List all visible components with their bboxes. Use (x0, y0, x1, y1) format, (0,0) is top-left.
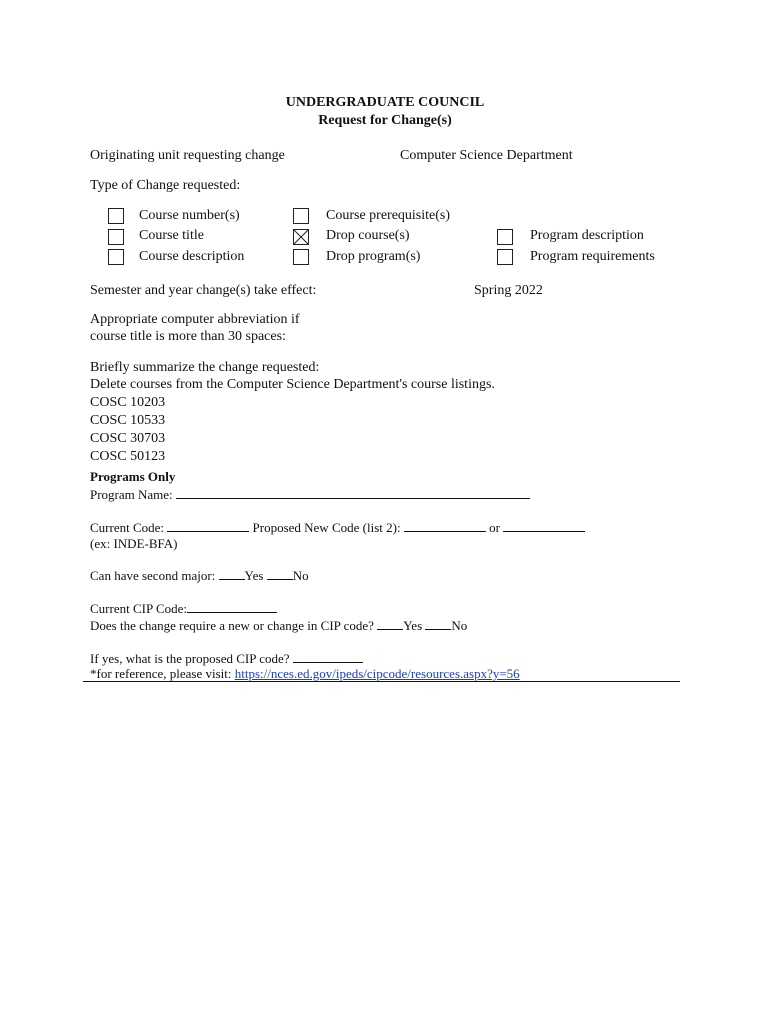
program-name-label: Program Name: (90, 487, 173, 502)
cip-change-label: Does the change require a new or change in CIP code? (90, 618, 374, 633)
form-title: UNDERGRADUATE COUNCIL (285, 95, 485, 110)
cip-label: Current CIP Code: (90, 601, 188, 616)
option-course-number: Course number(s) (139, 208, 240, 223)
option-course-title: Course title (139, 228, 204, 243)
change-type-label: Type of Change requested: (90, 178, 241, 193)
checked-x-icon (294, 230, 308, 244)
checkbox-drop-course[interactable] (293, 229, 309, 245)
course-item: COSC 10203 (90, 395, 166, 410)
abbreviation-label-line2: course title is more than 30 spaces: (90, 329, 286, 344)
option-drop-course: Drop course(s) (326, 228, 410, 243)
program-name-field[interactable] (176, 486, 530, 499)
yes-label: Yes (244, 568, 264, 583)
reference-label: *for reference, please visit: (90, 666, 232, 681)
cip-change-no-field[interactable] (425, 617, 451, 630)
programs-heading: Programs Only (90, 469, 176, 484)
option-program-description: Program description (530, 228, 644, 243)
origin-label: Originating unit requesting change (90, 148, 285, 163)
checkbox-course-number[interactable] (108, 208, 124, 224)
second-major-row (90, 567, 309, 584)
proposed-code-label: Proposed New Code (list 2): (252, 520, 401, 535)
course-item: COSC 10533 (90, 413, 166, 428)
checkbox-course-title[interactable] (108, 229, 124, 245)
option-course-description: Course description (139, 249, 245, 264)
effective-label: Semester and year change(s) take effect: (90, 283, 317, 298)
proposed-cip-field[interactable] (293, 650, 363, 663)
cip-change-yes-field[interactable] (377, 617, 403, 630)
reference-link[interactable]: https://nces.ed.gov/ipeds/cipcode/resources.aspx?y=56 (234, 666, 520, 681)
footer-rule (83, 681, 680, 682)
cip-change-row (90, 617, 467, 634)
checkbox-course-description[interactable] (108, 249, 124, 265)
no-label: No (451, 618, 468, 633)
summary-label: Briefly summarize the change requested: (90, 360, 320, 375)
summary-text: Delete courses from the Computer Science Department's course listings. (90, 377, 495, 392)
code-example: (ex: INDE-BFA) (90, 536, 178, 551)
yes-label: Yes (403, 618, 423, 633)
option-drop-program: Drop program(s) (326, 249, 421, 264)
cip-row (90, 600, 277, 617)
proposed-cip-row (90, 650, 363, 667)
checkbox-program-description[interactable] (497, 229, 513, 245)
reference-row (90, 666, 520, 682)
second-major-no-field[interactable] (267, 567, 293, 580)
course-item: COSC 50123 (90, 449, 166, 464)
checkbox-course-prerequisite[interactable] (293, 208, 309, 224)
option-program-requirements: Program requirements (530, 249, 655, 264)
form-subtitle: Request for Change(s) (318, 113, 452, 128)
second-major-label: Can have second major: (90, 568, 216, 583)
course-item: COSC 30703 (90, 431, 166, 446)
cip-field[interactable] (187, 600, 277, 613)
current-code-label: Current Code: (90, 520, 165, 535)
checkbox-drop-program[interactable] (293, 249, 309, 265)
proposed-code-field-1[interactable] (404, 519, 486, 532)
code-row (90, 519, 585, 536)
option-course-prerequisite: Course prerequisite(s) (326, 208, 451, 223)
abbreviation-label-line1: Appropriate computer abbreviation if (90, 312, 300, 327)
second-major-yes-field[interactable] (219, 567, 245, 580)
proposed-cip-label: If yes, what is the proposed CIP code? (90, 651, 290, 666)
or-label: or (489, 520, 500, 535)
origin-value: Computer Science Department (400, 148, 573, 163)
program-name-row (90, 486, 530, 503)
effective-value: Spring 2022 (474, 283, 543, 298)
proposed-code-field-2[interactable] (503, 519, 585, 532)
current-code-field[interactable] (167, 519, 249, 532)
no-label: No (292, 568, 309, 583)
checkbox-program-requirements[interactable] (497, 249, 513, 265)
